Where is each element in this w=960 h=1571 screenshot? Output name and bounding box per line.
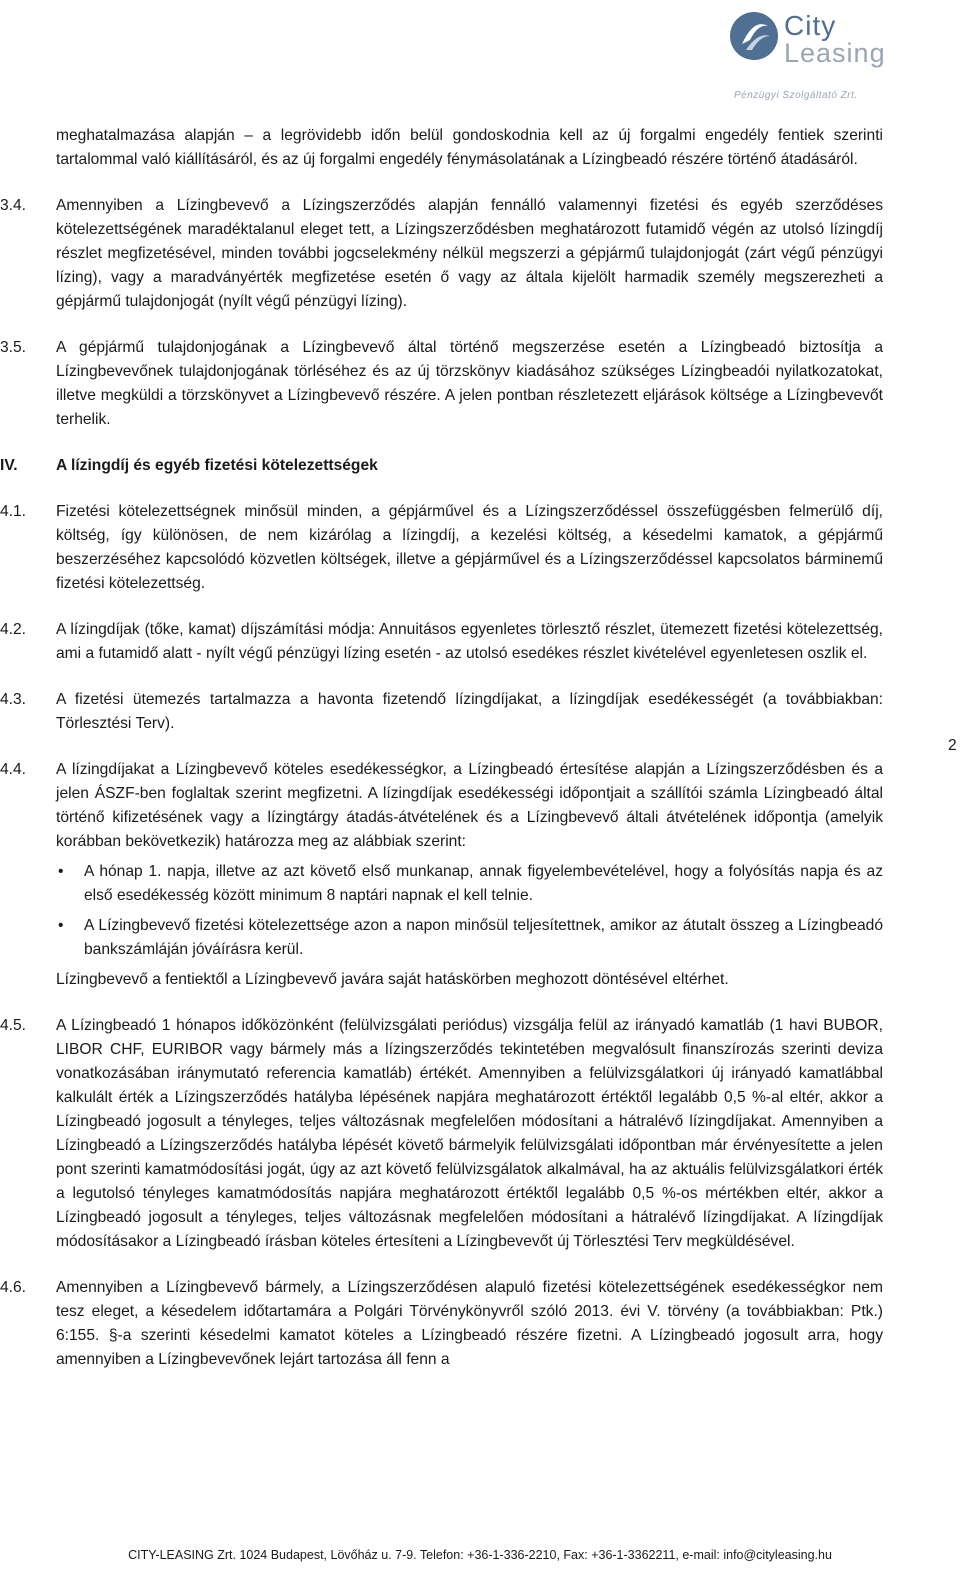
section-3-4	[0, 194, 883, 314]
section-4-1	[0, 500, 883, 596]
section-number: 3.4.	[0, 197, 27, 214]
logo-tagline: Pénzügyi Szolgáltató Zrt.	[734, 90, 858, 101]
section-number: 4.6.	[0, 1279, 27, 1296]
page-footer: CITY-LEASING Zrt. 1024 Budapest, Lövőház u. 7-9. Telefon: +36-1-336-2210, Fax: +36-1-3362211, e-mail: info@cityleasing.hu	[128, 1548, 832, 1562]
section-text: Amennyiben a Lízingbevevő bármely, a Lízingszerződésen alapuló fizetési kötelezettségének esedékességkor nem tesz eleget, a késedelem időtartamára a Polgári Törvénykönyvről szóló 2013. évi V. törvény (a továbbiakban: Ptk.) 6:155. §-a szerinti késedelmi kamatot köteles a Lízingbeadó részére fizetni. A Lízingbeadó jogosult arra, hogy amennyiben a Lízingbevevőnek lejárt tartozása áll fenn a	[56, 1279, 883, 1368]
section-4-5	[0, 1014, 883, 1254]
section-text: A gépjármű tulajdonjogának a Lízingbevevő által történő megszerzése esetén a Lízingbeadó biztosítja a Lízingbevevőnek tulajdonjogának törléséhez és az új törzskönyv kiadásához szükséges Lízingbeadói nyilatkozatokat, illetve megküldi a törzskönyvet a Lízingbevevő részére. A jelen pontban részletezett eljárások költsége a Lízingbevevőt terhelik.	[56, 339, 883, 428]
section-text: Fizetési kötelezettségnek minősül minden, a gépjárművel és a Lízingszerződéssel összefüggésben felmerülő díj, költség, így különösen, de nem kizárólag a lízingdíj, a kezelési költség, a késedelmi kamatok, a gépjármű beszerzéséhez kapcsolódó közvetlen költségek, illetve a gépjárművel és a Lízingszerződéssel kapcsolatos bárminemű fizetési kötelezettség.	[56, 503, 883, 592]
city-leasing-logo-icon	[728, 10, 780, 62]
document-body	[0, 124, 960, 1372]
section-4-3	[0, 688, 883, 736]
chapter-heading-iv	[0, 454, 883, 478]
paragraph-continuation	[0, 124, 883, 172]
section-4-2	[0, 618, 883, 666]
section-closing-text: Lízingbevevő a fentiektől a Lízingbevevő javára saját hatáskörben meghozott döntésével eltérhet.	[56, 971, 729, 988]
section-number: 4.3.	[0, 691, 27, 708]
section-4-6	[0, 1276, 883, 1372]
company-logo	[728, 6, 888, 102]
list-item: • A hónap 1. napja, illetve az azt követő első munkanap, annak figyelembevételével, hogy a folyósítás napja és az első esedékesség között minimum 8 naptári napnak el kell telnie.	[56, 860, 883, 908]
list-item: • A Lízingbevevő fizetési kötelezettsége azon a napon minősül teljesítettnek, amikor az átutalt összeg a Lízingbeadó bankszámláján jóváírásra kerül.	[56, 914, 883, 962]
section-3-5	[0, 336, 883, 432]
section-text: Amennyiben a Lízingbevevő a Lízingszerződés alapján fennálló valamennyi fizetési és egyéb szerződéses kötelezettségének maradéktalanul eleget tett, a Lízingszerződésben meghatározott futamidő végén az utolsó lízingdíj részlet megfizetésével, minden további jogcselekmény nélkül megszerzi a gépjármű tulajdonjogát (zárt végű pénzügyi lízing), vagy a maradványérték megfizetése esetén ő vagy az általa kijelölt harmadik személy megszerezheti a gépjármű tulajdonjogát (nyílt végű pénzügyi lízing).	[56, 197, 883, 310]
section-number: 3.5.	[0, 339, 27, 356]
logo-brand-top: City	[784, 10, 837, 41]
section-number: 4.5.	[0, 1017, 27, 1034]
section-number: 4.1.	[0, 503, 27, 520]
chapter-title: A lízingdíj és egyéb fizetési kötelezettségek	[56, 457, 378, 474]
section-number: 4.4.	[0, 761, 27, 778]
section-text: A fizetési ütemezés tartalmazza a havonta fizetendő lízingdíjakat, a lízingdíjak esedékességét (a továbbiakban: Törlesztési Terv).	[56, 691, 883, 732]
bullet-list	[56, 860, 883, 962]
chapter-number: IV.	[0, 457, 18, 474]
section-4-4	[0, 758, 883, 992]
section-text: A Lízingbeadó 1 hónapos időközönként (felülvizsgálati periódus) vizsgálja felül az irányadó kamatláb (1 havi BUBOR, LIBOR CHF, EURIBOR vagy bármely más a lízingszerződés tekintetében megvalósult finanszírozás szerinti deviza vonatkozásában iránymutató referencia kamatláb) értékét. Amennyiben a felülvizsgálatkori új irányadó kamatlábbal kalkulált érték a Lízingszerződés hatályba lépésének napjára meghatározott értéktől legalább 0,5 %-al eltér, akkor a Lízingbeadó jogosult a tényleges, teljes változásnak megfelelően módosítani a hátralévő lízingdíjakat. Amennyiben a Lízingbeadó a Lízingszerződés hatályba lépését követő bármelyik felülvizsgálati időpontban már érvényesítette a jelen pont szerinti kamatmódosítási jogát, úgy az azt követő felülvizsgálatok alkalmával, ha az aktuális felülvizsgálatkori érték a legutolsó tényleges kamatmódosítás napjára meghatározott értéktől legalább 0,5 %-os mértékben eltér, akkor a Lízingbeadó jogosult a tényleges, teljes változásnak megfelelően módosítani a hátralévő lízingdíjakat. A lízingdíjak módosításakor a Lízingbeadó írásban köteles értesíteni a Lízingbevevőt új Törlesztési Terv megküldésével.	[56, 1017, 883, 1250]
paragraph-text: meghatalmazása alapján – a legrövidebb időn belül gondoskodnia kell az új forgalmi engedély fentiek szerinti tartalommal való kiállításáról, és az új forgalmi engedély fénymásolatának a Lízingbeadó részére történő átadásáról.	[56, 127, 883, 168]
page-number: 2	[948, 737, 957, 754]
logo-brand-bottom: Leasing	[784, 38, 886, 68]
section-number: 4.2.	[0, 621, 27, 638]
section-text: A lízingdíjakat a Lízingbevevő köteles esedékességkor, a Lízingbeadó értesítése alapján a Lízingszerződésben és a jelen ÁSZF-ben foglaltak szerint megfizetni. A lízingdíjak esedékességi időpontjait a szállítói számla Lízingbeadó által történő kifizetésének vagy a lízingtárgy átadás-átvételének és a Lízingbevevő általi átvételének időpontja (amelyik korábban bekövetkezik) határozza meg az alábbiak szerint:	[56, 761, 883, 850]
section-text: A lízingdíjak (tőke, kamat) díjszámítási módja: Annuitásos egyenletes törlesztő részlet, ütemezett fizetési kötelezettség, ami a futamidő alatt - nyílt végű pénzügyi lízing esetén - az utolsó esedékes részlet kivételével egyenletesen oszlik el.	[56, 621, 883, 662]
